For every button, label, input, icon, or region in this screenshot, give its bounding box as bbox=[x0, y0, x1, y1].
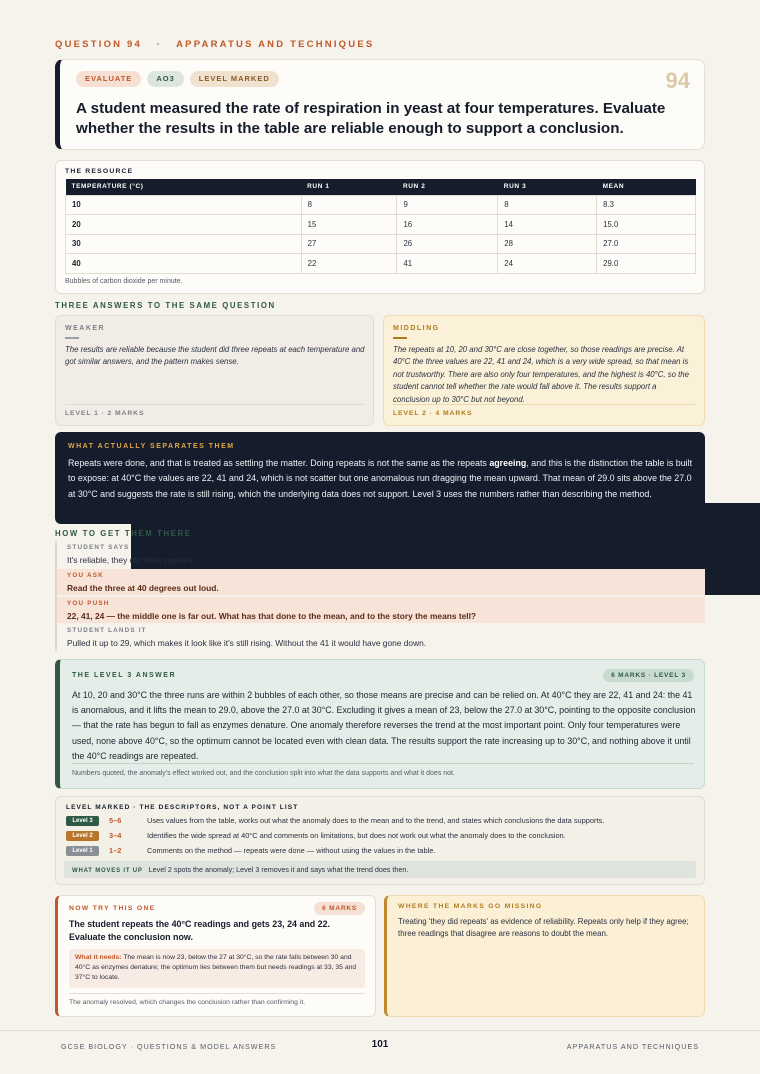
dialogue-step-student-says bbox=[57, 541, 705, 568]
dialogue-step-you-ask bbox=[57, 569, 705, 595]
marking-type-chip: LEVEL MARKED bbox=[190, 71, 279, 87]
footer-book-title: GCSE BIOLOGY · QUESTIONS & MODEL ANSWERS bbox=[61, 1042, 277, 1051]
level3-text: At 10, 20 and 30°C the three runs are within 2 bubbles of each other, so those means are precise and can be relied on. At 40°C they are 22, 41 and 24: the 41 is anomalous, and it lifts the mean to 29.0, above the 27.0 at 30°C. Excluding it gives a mean of 23, below the 27.0 at 30°C, pointing to the opposite conclusion — that the rate has begun to fall as enzymes denature. One anomaly therefore reverses the trend at the most important point. Only four temperatures were used, none above 40°C, so the optimum cannot be located even with clean data. The results support the rate increasing up to 30°C, and nothing above it until the 40°C readings are repeated. bbox=[72, 690, 696, 761]
resource-title: THE RESOURCE bbox=[65, 168, 134, 175]
table-cell: 27 bbox=[301, 234, 397, 254]
question-header bbox=[55, 39, 374, 50]
step-key: STUDENT LANDS IT bbox=[67, 627, 147, 634]
separates-text bbox=[68, 456, 693, 502]
weaker-divider bbox=[65, 337, 79, 339]
try-needs-box bbox=[69, 949, 365, 988]
question-text: A student measured the rate of respiration in yeast at four temperatures. Evaluate whether the results in the table are reliable enough to support a conclusion. bbox=[76, 100, 666, 137]
table-cell: 16 bbox=[397, 215, 498, 235]
table-cell: 20 bbox=[66, 215, 302, 235]
column-header: RUN 3 bbox=[498, 179, 597, 195]
level-marks: 3–4 bbox=[109, 831, 122, 840]
try-marks-badge: 6 MARKS bbox=[314, 902, 365, 915]
level-marks: 5–6 bbox=[109, 816, 122, 825]
table-cell: 22 bbox=[301, 254, 397, 274]
column-header: RUN 2 bbox=[397, 179, 498, 195]
middling-text: The repeats at 10, 20 and 30°C are close together, so those readings are precise. At 40°C the three values are 22, 41 and 24, which is a very wide spread, so that mean is not trustworthy. There are also only four temperatures, and the highest is 40°C, so the student cannot tell whether the rate would fall above it. The results support a conclusion up to 30°C but not beyond. bbox=[393, 345, 689, 404]
resource-note: Bubbles of carbon dioxide per minute. bbox=[65, 278, 183, 285]
table-cell: 28 bbox=[498, 234, 597, 254]
marks-missing-card bbox=[384, 895, 705, 1017]
table-row bbox=[66, 234, 696, 254]
question-number: 94 bbox=[665, 68, 690, 93]
page-number: 101 bbox=[371, 1039, 389, 1050]
table-cell: 26 bbox=[397, 234, 498, 254]
resource-table bbox=[65, 179, 696, 274]
level-tag: Level 3 bbox=[66, 816, 99, 826]
table-cell: 8 bbox=[498, 195, 597, 215]
separates-card bbox=[55, 432, 705, 524]
level-descriptor: Identifies the wide spread at 40°C and comments on limitations, but does not work out what the anomaly does to the conclusion. bbox=[147, 831, 566, 840]
how-section-title: HOW TO GET THEM THERE bbox=[55, 529, 192, 538]
level3-answer-card bbox=[55, 659, 705, 789]
level-descriptor: Uses values from the table, works out what the anomaly does to the mean and to the trend, and states which conclusions the data supports. bbox=[147, 816, 605, 825]
resource-card bbox=[55, 160, 705, 294]
table-cell: 15 bbox=[301, 215, 397, 235]
level3-label: THE LEVEL 3 ANSWER bbox=[72, 672, 177, 679]
moves-label: WHAT MOVES IT UP bbox=[72, 868, 143, 874]
weaker-label: WEAKER bbox=[65, 325, 106, 332]
column-header: RUN 1 bbox=[301, 179, 397, 195]
level-descriptor: Comments on the method — repeats were done — without using the values in the table. bbox=[147, 846, 436, 855]
table-cell: 8 bbox=[301, 195, 397, 215]
level-row-2 bbox=[66, 830, 696, 844]
step-text: It's reliable, they did three repeats. bbox=[67, 555, 195, 565]
table-row bbox=[66, 254, 696, 274]
needs-text: The mean is now 23, below the 27 at 30°C, so the rate falls between 30 and 40°C as enzymes denature; the optimum lies between them but needs readings at 33, 35 and 37°C to locate. bbox=[75, 954, 357, 981]
question-chips bbox=[76, 71, 279, 87]
answers-section-title: THREE ANSWERS TO THE SAME QUESTION bbox=[55, 301, 276, 310]
objective-chip: AO3 bbox=[147, 71, 183, 87]
middling-label: MIDDLING bbox=[393, 325, 440, 332]
question-label: QUESTION 94 bbox=[55, 39, 143, 50]
missing-label: WHERE THE MARKS GO MISSING bbox=[398, 903, 543, 910]
try-footer: The anomaly resolved, which changes the conclusion rather than confirming it. bbox=[69, 993, 365, 1006]
table-cell: 9 bbox=[397, 195, 498, 215]
middling-level: LEVEL 2 · 4 MARKS bbox=[393, 404, 695, 417]
dialogue-step-student-lands-it bbox=[57, 624, 705, 651]
table-cell: 24 bbox=[498, 254, 597, 274]
table-cell: 40 bbox=[66, 254, 302, 274]
question-card bbox=[55, 59, 705, 150]
step-text: Pulled it up to 29, which makes it look like it's still rising. Without the 41 it would have gone down. bbox=[67, 638, 427, 648]
dialogue-flow bbox=[55, 541, 705, 651]
dialogue-step-you-push bbox=[57, 597, 705, 623]
step-text: 22, 41, 24 — the middle one is far out. What has that done to the mean, and to the story the means tell? bbox=[67, 611, 477, 621]
weaker-level: LEVEL 1 · 2 MARKS bbox=[65, 404, 364, 417]
step-key: STUDENT SAYS bbox=[67, 544, 130, 551]
table-cell: 15.0 bbox=[597, 215, 696, 235]
table-cell: 29.0 bbox=[597, 254, 696, 274]
level-row-3 bbox=[66, 815, 696, 829]
level3-footer: Numbers quoted, the anomaly's effect worked out, and the conclusion split into what the data supports and what it does not. bbox=[72, 763, 694, 777]
moves-text: Level 2 spots the anomaly; Level 3 removes it and says what the trend does then. bbox=[148, 865, 409, 874]
header-separator: · bbox=[156, 39, 162, 50]
level-descriptors-card bbox=[55, 796, 705, 885]
table-cell: 10 bbox=[66, 195, 302, 215]
try-this-card bbox=[55, 895, 376, 1017]
level3-badge: 6 MARKS · LEVEL 3 bbox=[603, 669, 694, 682]
missing-text: Treating 'they did repeats' as evidence of reliability. Repeats only help if they agree; three readings that disagree are reasons to doubt the mean. bbox=[398, 917, 689, 938]
footer-chapter: APPARATUS AND TECHNIQUES bbox=[566, 1042, 699, 1051]
table-cell: 27.0 bbox=[597, 234, 696, 254]
try-label: NOW TRY THIS ONE bbox=[69, 905, 156, 912]
needs-label: What it needs: bbox=[75, 954, 122, 961]
table-cell: 8.3 bbox=[597, 195, 696, 215]
weaker-text: The results are reliable because the student did three repeats at each temperature and got similar answers, and the pattern makes sense. bbox=[65, 345, 365, 367]
page-footer bbox=[0, 1030, 760, 1074]
level-descriptors-label: LEVEL MARKED · THE DESCRIPTORS, NOT A POINT LIST bbox=[66, 804, 299, 811]
step-text: Read the three at 40 degrees out loud. bbox=[67, 583, 219, 593]
table-cell: 30 bbox=[66, 234, 302, 254]
command-word-chip: EVALUATE bbox=[76, 71, 141, 87]
table-row bbox=[66, 215, 696, 235]
table-header-row bbox=[66, 179, 696, 195]
table-row bbox=[66, 195, 696, 215]
middling-answer-card bbox=[383, 315, 705, 426]
separates-text-after: , and this is the distinction the table is built to expose: at 40°C the values are 22, 41 and 24, which is not scatter but one anomalous run dragging the mean upward. That mean of 29.0 sits above the 27.0 at 30°C and suggests the rate is still rising, which the underlying data does not support. Level 3 uses the numbers rather than describing the method. bbox=[68, 458, 693, 499]
step-key: YOU PUSH bbox=[67, 600, 110, 607]
table-cell: 41 bbox=[397, 254, 498, 274]
column-header: TEMPERATURE (°C) bbox=[66, 179, 302, 195]
level-tag: Level 2 bbox=[66, 831, 99, 841]
weaker-answer-card bbox=[55, 315, 374, 426]
middling-divider bbox=[393, 337, 407, 339]
level-marks: 1–2 bbox=[109, 846, 122, 855]
table-cell: 14 bbox=[498, 215, 597, 235]
separates-text-bold: agreeing bbox=[489, 458, 527, 468]
separates-label: WHAT ACTUALLY SEPARATES THEM bbox=[68, 443, 235, 450]
level-tag: Level 1 bbox=[66, 846, 99, 856]
step-key: YOU ASK bbox=[67, 572, 104, 579]
moves-it-up-bar bbox=[64, 861, 696, 878]
try-question: The student repeats the 40°C readings and gets 23, 24 and 22. Evaluate the conclusion now. bbox=[69, 919, 331, 942]
separates-text-before: Repeats were done, and that is treated as settling the matter. Doing repeats is not the same as the repeats bbox=[68, 458, 490, 468]
level-row-1 bbox=[66, 845, 696, 859]
column-header: MEAN bbox=[597, 179, 696, 195]
question-topic: APPARATUS AND TECHNIQUES bbox=[176, 39, 375, 50]
